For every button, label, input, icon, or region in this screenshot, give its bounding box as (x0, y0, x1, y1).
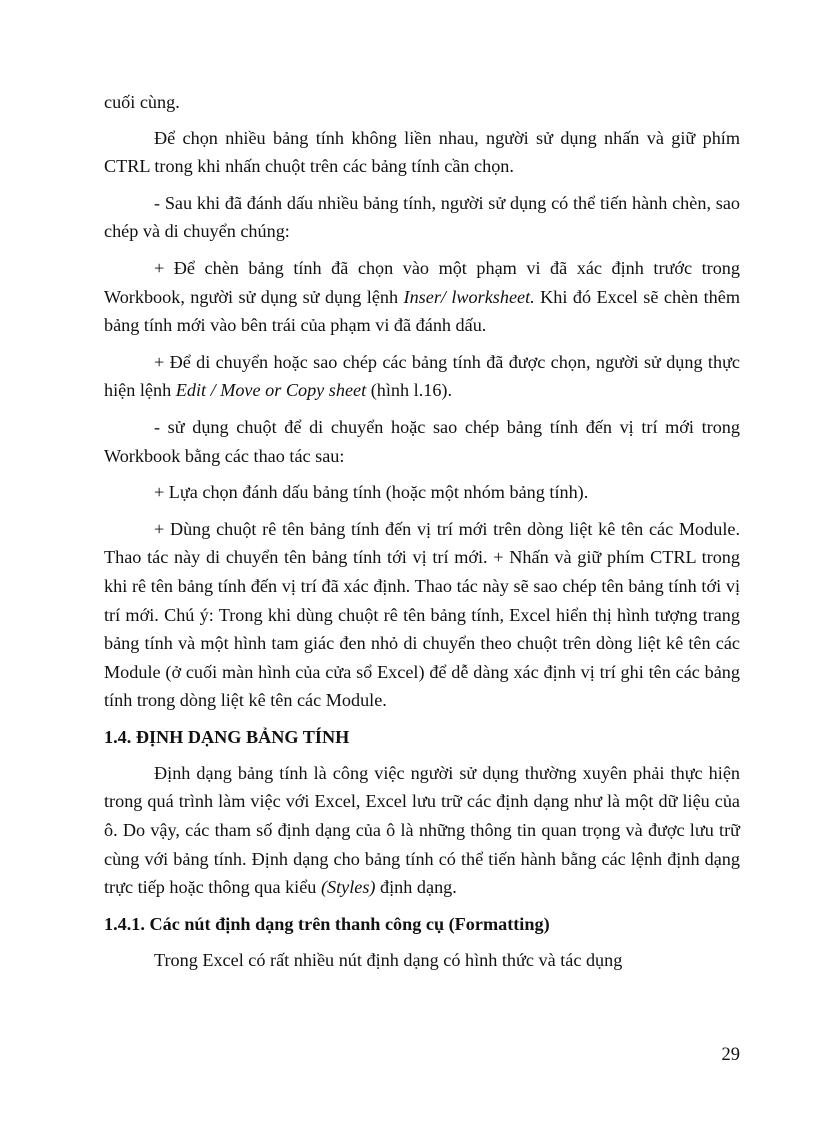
move-copy-text-before: + Để di chuyển hoặc sao chép các bảng tính đã được chọn, người sử dụng thực hiện lệnh (104, 351, 740, 401)
paragraph-select-sheet-step: + Lựa chọn đánh dấu bảng tính (hoặc một nhóm bảng tính). (154, 482, 589, 503)
paragraph-drag-sheet-name: + Dùng chuột rê tên bảng tính đến vị trí mới trên dòng liệt kê tên các Module. Thao tác này di chuyển tên bảng tính tới vị trí mới. + Nhấn và giữ phím CTRL trong khi rê tên bảng tính đến vị trí đã xác định. Thao tác này sẽ sao chép tên bảng tính tới vị trí mới. Chú ý: Trong khi dùng chuột rê tên bảng tính, Excel hiển thị hình tượng trang bảng tính và một hình tam giác đen nhỏ di chuyển theo chuột trên dòng liệt kê tên các Module (ở cuối màn hình của cửa sổ Excel) để dễ dàng xác định vị trí ghi tên các bảng tính trong dòng liệt kê tên các Module. (104, 518, 740, 711)
insert-sheet-text-after: Khi đó Excel sẽ chèn thêm bảng tính mới vào bên trái của phạm vi đã đánh dấu. (104, 286, 740, 336)
styles-term: (Styles) (320, 877, 376, 898)
paragraph-after-marking-sheets: - Sau khi đã đánh dấu nhiều bảng tính, người sử dụng có thể tiến hành chèn, sao chép và di chuyển chúng: (104, 192, 740, 242)
section-heading: 1.4. ĐỊNH DẠNG BẢNG TÍNH (104, 726, 350, 747)
move-copy-command: Edit / Move or Copy sheet (175, 380, 367, 401)
document-page (104, 88, 740, 982)
paragraph-continuation: cuối cùng. (104, 92, 180, 112)
subsection-heading: 1.4.1. Các nút định dạng trên thanh công cụ (Formatting) (104, 913, 550, 934)
insert-sheet-command: Inser/ lworksheet. (403, 286, 535, 307)
paragraph-move-copy-sheet (104, 348, 740, 405)
move-copy-text-after: (hình l.16). (366, 380, 453, 401)
formatting-intro-text-before: Định dạng bảng tính là công việc người sử dụng thường xuyên phải thực hiện trong quá trình làm việc với Excel, Excel lưu trữ các định dạng như là một dữ liệu của ô. Do vậy, các tham số định dạng của ô là những thông tin quan trọng và được lưu trữ cùng với bảng tính. Định dạng cho bảng tính có thể tiến hành bằng các lệnh định dạng trực tiếp hoặc thông qua kiểu (104, 762, 740, 898)
page-number: 29 (721, 1045, 740, 1065)
paragraph-mouse-drag: - sử dụng chuột để di chuyển hoặc sao chép bảng tính đến vị trí mới trong Workbook bằng các thao tác sau: (104, 416, 740, 466)
insert-sheet-text-before: + Để chèn bảng tính đã chọn vào một phạm vi đã xác định trước trong Workbook, người sử dụng sử dụng lệnh (104, 257, 740, 307)
formatting-intro-text-after: định dạng. (375, 877, 457, 898)
paragraph-insert-sheet (104, 254, 740, 340)
paragraph-formatting-buttons: Trong Excel có rất nhiều nút định dạng có hình thức và tác dụng (154, 949, 623, 970)
paragraph-select-noncontiguous-sheets: Để chọn nhiều bảng tính không liền nhau, người sử dụng nhấn và giữ phím CTRL trong khi nhấn chuột trên các bảng tính cần chọn. (104, 127, 740, 177)
paragraph-formatting-intro (104, 759, 740, 902)
